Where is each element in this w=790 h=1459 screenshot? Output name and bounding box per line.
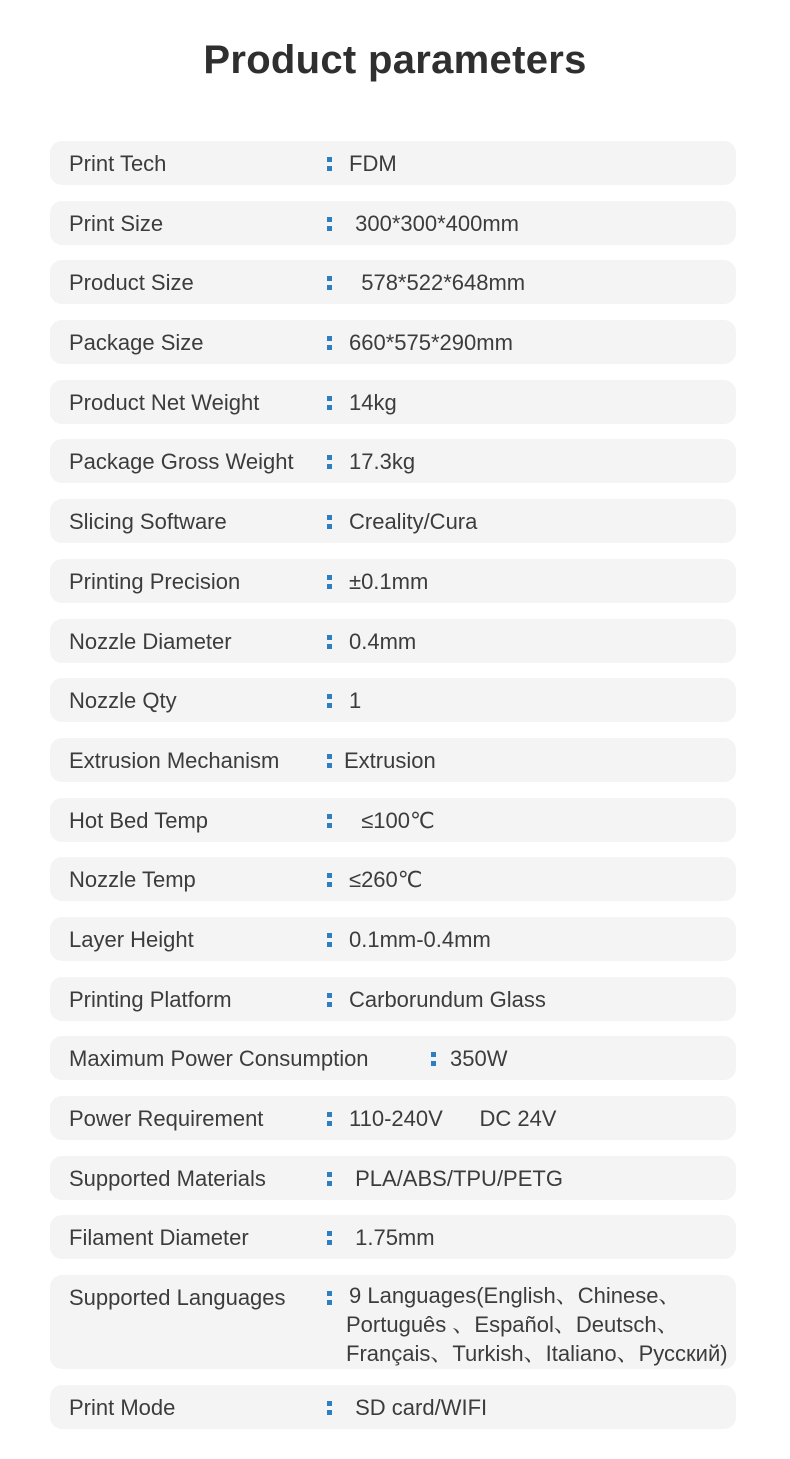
param-row-print-tech — [50, 141, 736, 185]
colon-separator-icon — [327, 1399, 332, 1417]
colon-separator-icon — [327, 931, 332, 949]
param-label: Package Gross Weight — [69, 449, 294, 475]
param-label: Nozzle Temp — [69, 867, 196, 893]
param-row-nozzle-diameter — [50, 619, 736, 663]
colon-separator-icon — [327, 871, 332, 889]
param-row-slicing-software — [50, 499, 736, 543]
param-row-supported-languages — [50, 1275, 736, 1369]
param-row-package-size — [50, 320, 736, 364]
param-label: Product Net Weight — [69, 389, 260, 415]
param-label: Product Size — [69, 270, 194, 296]
param-value: ≤260℃ — [349, 867, 423, 893]
colon-separator-icon — [327, 812, 332, 830]
param-label: Hot Bed Temp — [69, 807, 209, 833]
param-label: Filament Diameter — [69, 1225, 249, 1251]
param-value: FDM — [349, 151, 397, 176]
colon-separator-icon — [327, 1170, 332, 1188]
colon-separator-icon — [327, 394, 332, 412]
param-value — [346, 1281, 734, 1368]
param-row-printing-precision — [50, 559, 736, 603]
parameter-list — [50, 141, 736, 1444]
param-label: Slicing Software — [69, 509, 227, 535]
param-row-nozzle-qty — [50, 678, 736, 722]
colon-separator-icon — [327, 453, 332, 471]
param-row-filament-diameter — [50, 1215, 736, 1259]
param-value: Carborundum Glass — [349, 986, 546, 1012]
param-label: Nozzle Diameter — [69, 628, 232, 654]
param-value: 350W — [450, 1046, 508, 1072]
param-value: 578*522*648mm — [349, 270, 526, 296]
colon-separator-icon — [327, 1289, 332, 1307]
param-value: Creality/Cura — [349, 509, 478, 535]
param-label: Printing Platform — [69, 986, 232, 1012]
param-value-line: Français、Turkish、Italiano、Русский) — [346, 1341, 728, 1367]
colon-separator-icon — [327, 1229, 332, 1247]
param-label: Print Mode — [69, 1394, 176, 1420]
param-value: 1 — [349, 688, 362, 714]
param-row-maximum-power-consumption — [50, 1036, 736, 1080]
param-label: Package Size — [69, 330, 204, 356]
colon-separator-icon — [327, 334, 332, 352]
param-value-line: Português 、Español、Deutsch、 — [346, 1312, 679, 1338]
param-label: Extrusion Mechanism — [69, 747, 280, 773]
param-label: Supported Materials — [69, 1165, 266, 1191]
param-value: 14kg — [349, 389, 397, 415]
param-label: Nozzle Qty — [69, 688, 177, 714]
page-title: Product parameters — [203, 38, 587, 82]
colon-separator-icon — [327, 274, 332, 292]
param-value: 1.75mm — [349, 1225, 435, 1251]
param-label: Supported Languages — [69, 1285, 286, 1311]
colon-separator-icon — [431, 1050, 436, 1068]
param-row-power-requirement — [50, 1096, 736, 1140]
param-value: PLA/ABS/TPU/PETG — [349, 1165, 563, 1191]
param-value: 300*300*400mm — [349, 210, 520, 236]
colon-separator-icon — [327, 573, 332, 591]
param-label: Layer Height — [69, 926, 194, 952]
param-label: Print Size — [69, 210, 164, 236]
param-row-product-net-weight — [50, 380, 736, 424]
colon-separator-icon — [327, 752, 332, 770]
param-row-nozzle-temp — [50, 857, 736, 901]
param-label: Power Requirement — [69, 1106, 264, 1131]
param-row-layer-height — [50, 917, 736, 961]
param-row-hot-bed-temp — [50, 798, 736, 842]
param-row-extrusion-mechanism — [50, 738, 736, 782]
param-value: Extrusion — [344, 747, 436, 773]
param-value: ≤100℃ — [349, 807, 435, 833]
colon-separator-icon — [327, 155, 332, 173]
param-label: Maximum Power Consumption — [69, 1046, 369, 1072]
param-value: 110-240V DC 24V — [349, 1106, 557, 1131]
param-row-printing-platform — [50, 977, 736, 1021]
colon-separator-icon — [327, 633, 332, 651]
colon-separator-icon — [327, 692, 332, 710]
colon-separator-icon — [327, 215, 332, 233]
param-label: Print Tech — [69, 151, 167, 176]
param-value: 0.4mm — [349, 628, 417, 654]
param-row-product-size — [50, 260, 736, 304]
colon-separator-icon — [327, 1110, 332, 1128]
param-value: 0.1mm-0.4mm — [349, 926, 491, 952]
param-row-print-size — [50, 201, 736, 245]
param-row-print-mode — [50, 1385, 736, 1429]
param-label: Printing Precision — [69, 568, 241, 594]
colon-separator-icon — [327, 991, 332, 1009]
colon-separator-icon — [327, 513, 332, 531]
param-value: 17.3kg — [349, 449, 416, 475]
param-value: 660*575*290mm — [349, 330, 513, 356]
param-row-supported-materials — [50, 1156, 736, 1200]
param-value: ±0.1mm — [349, 568, 429, 594]
param-value-line: 9 Languages(English、Chinese、 — [349, 1283, 681, 1309]
param-value: SD card/WIFI — [349, 1394, 488, 1420]
param-row-package-gross-weight — [50, 439, 736, 483]
